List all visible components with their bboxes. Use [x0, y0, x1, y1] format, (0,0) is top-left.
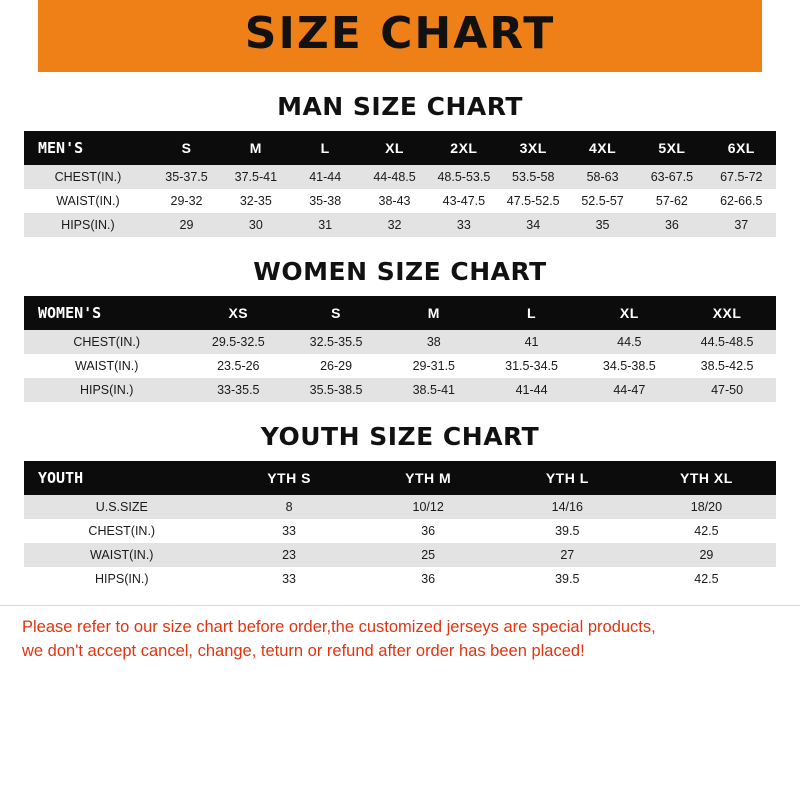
column-header: 4XL: [568, 131, 637, 165]
table-cell: 8: [220, 495, 359, 519]
table-cell: 47.5-52.5: [499, 189, 568, 213]
table-row: [24, 543, 776, 567]
column-header: M: [385, 296, 483, 330]
table-cell: 32-35: [221, 189, 290, 213]
column-header: L: [483, 296, 581, 330]
column-header: M: [221, 131, 290, 165]
table-cell: 42.5: [637, 567, 776, 591]
table-cell: 37: [707, 213, 776, 237]
table-cell: 44.5-48.5: [678, 330, 776, 354]
table-cell: 31: [291, 213, 360, 237]
column-header: 6XL: [707, 131, 776, 165]
table-cell: 33: [429, 213, 498, 237]
row-label: U.S.SIZE: [24, 495, 220, 519]
footer-line-1: Please refer to our size chart before order,the customized jerseys are special products,: [22, 618, 656, 636]
table-cell: 44.5: [580, 330, 678, 354]
table-cell: 58-63: [568, 165, 637, 189]
table-cell: 41-44: [483, 378, 581, 402]
table-row: [24, 495, 776, 519]
row-label: WAIST(IN.): [24, 543, 220, 567]
table-cell: 44-47: [580, 378, 678, 402]
table-cell: 67.5-72: [707, 165, 776, 189]
column-header: S: [287, 296, 385, 330]
table-cell: 31.5-34.5: [483, 354, 581, 378]
table-cell: 41-44: [291, 165, 360, 189]
column-header: XL: [360, 131, 429, 165]
table-row: [24, 330, 776, 354]
table-row: [24, 189, 776, 213]
table-cell: 62-66.5: [707, 189, 776, 213]
table-cell: 57-62: [637, 189, 706, 213]
table-cell: 23: [220, 543, 359, 567]
table-cell: 34: [499, 213, 568, 237]
footer-line-2: we don't accept cancel, change, teturn or refund after order has been placed!: [22, 641, 585, 660]
row-label: HIPS(IN.): [24, 213, 152, 237]
table-cell: 33: [220, 567, 359, 591]
row-label: HIPS(IN.): [24, 567, 220, 591]
table-cell: 32.5-35.5: [287, 330, 385, 354]
table-cell: 38: [385, 330, 483, 354]
table-cell: 30: [221, 213, 290, 237]
table-cell: 35: [568, 213, 637, 237]
table-cell: 29-31.5: [385, 354, 483, 378]
table-cell: 37.5-41: [221, 165, 290, 189]
table-cell: 29-32: [152, 189, 221, 213]
row-label: WAIST(IN.): [24, 354, 189, 378]
banner-left-spacer: [0, 0, 38, 72]
table-row: [24, 165, 776, 189]
table-cell: 36: [359, 519, 498, 543]
table-row: [24, 519, 776, 543]
table-cell: 38-43: [360, 189, 429, 213]
section-title-man: MAN SIZE CHART: [277, 92, 523, 121]
table-cell: 41: [483, 330, 581, 354]
column-header: XXL: [678, 296, 776, 330]
table-cell: 35.5-38.5: [287, 378, 385, 402]
column-header: WOMEN'S: [24, 296, 189, 330]
table-row: [24, 567, 776, 591]
column-header: XS: [189, 296, 287, 330]
table-cell: 33: [220, 519, 359, 543]
table-cell: 29: [152, 213, 221, 237]
table-cell: 63-67.5: [637, 165, 706, 189]
table-cell: 39.5: [498, 519, 637, 543]
table-cell: 18/20: [637, 495, 776, 519]
table-header-row: [24, 461, 776, 495]
page-title: SIZE CHART: [244, 8, 556, 59]
column-header: 5XL: [637, 131, 706, 165]
column-header: XL: [580, 296, 678, 330]
table-cell: 47-50: [678, 378, 776, 402]
column-header: S: [152, 131, 221, 165]
section-title-women: WOMEN SIZE CHART: [253, 257, 547, 286]
table-cell: 44-48.5: [360, 165, 429, 189]
table-cell: 26-29: [287, 354, 385, 378]
table-cell: 29: [637, 543, 776, 567]
table-cell: 27: [498, 543, 637, 567]
women-size-table: [24, 296, 776, 402]
row-label: CHEST(IN.): [24, 330, 189, 354]
row-label: WAIST(IN.): [24, 189, 152, 213]
man-size-table: [24, 131, 776, 237]
table-row: [24, 213, 776, 237]
table-cell: 38.5-41: [385, 378, 483, 402]
table-header-row: [24, 131, 776, 165]
column-header: 3XL: [499, 131, 568, 165]
section-title-youth: YOUTH SIZE CHART: [260, 422, 540, 451]
table-cell: 43-47.5: [429, 189, 498, 213]
table-cell: 33-35.5: [189, 378, 287, 402]
column-header: 2XL: [429, 131, 498, 165]
table-cell: 25: [359, 543, 498, 567]
table-cell: 14/16: [498, 495, 637, 519]
column-header: MEN'S: [24, 131, 152, 165]
table-row: [24, 378, 776, 402]
table-cell: 35-38: [291, 189, 360, 213]
column-header: L: [291, 131, 360, 165]
section-man: [0, 92, 800, 237]
section-youth: [0, 422, 800, 591]
column-header: YTH XL: [637, 461, 776, 495]
table-cell: 29.5-32.5: [189, 330, 287, 354]
table-cell: 36: [637, 213, 706, 237]
table-cell: 48.5-53.5: [429, 165, 498, 189]
row-label: CHEST(IN.): [24, 165, 152, 189]
column-header: YTH L: [498, 461, 637, 495]
table-cell: 53.5-58: [499, 165, 568, 189]
table-cell: 10/12: [359, 495, 498, 519]
page-banner: [0, 0, 800, 72]
row-label: HIPS(IN.): [24, 378, 189, 402]
column-header: YOUTH: [24, 461, 220, 495]
table-cell: 36: [359, 567, 498, 591]
table-cell: 32: [360, 213, 429, 237]
column-header: YTH S: [220, 461, 359, 495]
table-cell: 23.5-26: [189, 354, 287, 378]
footer-disclaimer: [0, 605, 800, 664]
table-cell: 39.5: [498, 567, 637, 591]
table-cell: 52.5-57: [568, 189, 637, 213]
column-header: YTH M: [359, 461, 498, 495]
section-women: [0, 257, 800, 402]
banner-right-spacer: [762, 0, 800, 72]
youth-size-table: [24, 461, 776, 591]
table-header-row: [24, 296, 776, 330]
table-cell: 38.5-42.5: [678, 354, 776, 378]
table-cell: 34.5-38.5: [580, 354, 678, 378]
table-row: [24, 354, 776, 378]
table-cell: 42.5: [637, 519, 776, 543]
table-cell: 35-37.5: [152, 165, 221, 189]
row-label: CHEST(IN.): [24, 519, 220, 543]
